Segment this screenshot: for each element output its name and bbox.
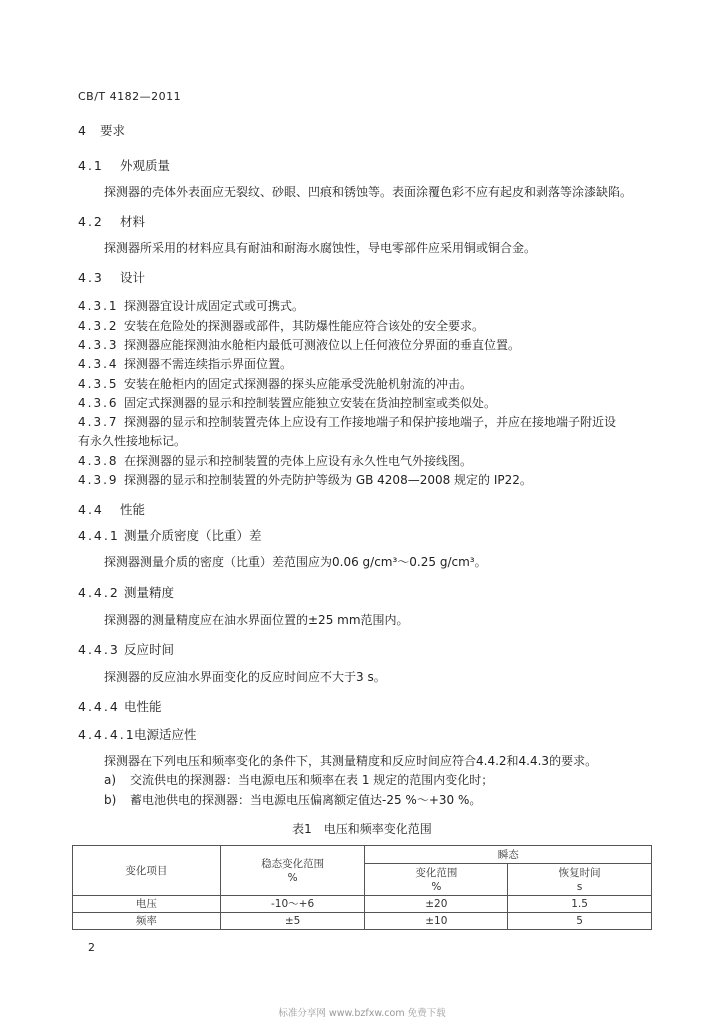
section-4-3-heading (78, 268, 145, 286)
header-recovery-label: 恢复时间 (558, 866, 601, 879)
table-caption: 表1 电压和频率变化范围 (292, 822, 432, 836)
header-range-label: 变化范围 (415, 866, 458, 879)
cell-range: ±20 (365, 896, 508, 913)
section-4-4-4-heading (78, 697, 162, 715)
section-title: 要求 (100, 123, 126, 138)
cell-steady: -10～+6 (220, 896, 365, 913)
section-number: 4.1 (78, 158, 104, 173)
section-4-4-3-body: 探测器的反应油水界面变化的反应时间应不大于3 s。 (104, 670, 386, 684)
section-title: 电源适应性 (134, 727, 197, 742)
list-text: 交流供电的探测器：当电源电压和频率在表 1 规定的范围内变化时； (130, 773, 494, 787)
page-number: 2 (88, 941, 95, 954)
clause-4-3-8 (78, 452, 472, 469)
clause-4-3-7 (78, 413, 616, 430)
clause-text: 探测器的显示和控制装置壳体上应设有工作接地端子和保护接地端子，并应在接地端子附近设 (124, 415, 617, 429)
header-recovery (508, 864, 652, 896)
section-title: 反应时间 (124, 642, 175, 657)
section-title: 外观质量 (120, 158, 171, 173)
footer-watermark: 标准分享网 www.bzfxw.com 免费下载 (278, 1008, 446, 1019)
section-title: 测量介质密度（比重）差 (124, 528, 262, 543)
section-number: 4.3 (78, 270, 104, 285)
section-4-heading (78, 121, 125, 139)
clause-4-3-5 (78, 375, 472, 392)
list-label: b) (104, 793, 117, 807)
clause-number: 4.3.1 (78, 299, 119, 313)
clause-4-3-7-continued: 有永久性接地标记。 (78, 434, 187, 448)
standard-code: CB/T 4182—2011 (78, 90, 182, 103)
table-row (73, 896, 652, 913)
clause-text: 探测器不需连续指示界面位置。 (124, 357, 293, 371)
cell-range: ±10 (365, 913, 508, 930)
section-number: 4 (78, 123, 88, 138)
section-number: 4.4.3 (78, 642, 120, 657)
header-steady-unit: % (287, 871, 298, 884)
clause-4-3-9 (78, 471, 532, 488)
clause-number: 4.3.8 (78, 454, 119, 468)
clause-number: 4.3.7 (78, 415, 119, 429)
clause-number: 4.3.4 (78, 357, 119, 371)
table-row (73, 913, 652, 930)
clause-4-3-3 (78, 336, 520, 353)
section-4-1-heading (78, 156, 170, 174)
clause-number: 4.3.9 (78, 473, 119, 487)
clause-4-3-1 (78, 297, 304, 314)
clause-text: 在探测器的显示和控制装置的壳体上应设有永久性电气外接线图。 (124, 454, 473, 468)
header-range (365, 864, 508, 896)
header-steady-label: 稳态变化范围 (261, 857, 325, 870)
clause-text: 探测器应能探测油水舱柜内最低可测液位以上任何液位分界面的垂直位置。 (124, 338, 521, 352)
cell-recovery: 1.5 (508, 896, 652, 913)
section-4-4-heading (78, 500, 145, 518)
section-4-4-4-1-heading (78, 725, 197, 743)
list-item-b (104, 791, 481, 808)
list-text: 蓄电池供电的探测器：当电源电压偏离额定值达-25 %～+30 %。 (130, 793, 482, 807)
clause-number: 4.3.6 (78, 396, 119, 410)
section-number: 4.4.4.1 (78, 727, 136, 742)
clause-text: 探测器宜设计成固定式或可携式。 (124, 299, 305, 313)
header-steady (220, 846, 365, 896)
cell-item: 电压 (73, 896, 221, 913)
section-4-2-body: 探测器所采用的材料应具有耐油和耐海水腐蚀性，导电零部件应采用铜或铜合金。 (104, 241, 537, 255)
section-title: 电性能 (124, 699, 162, 714)
section-number: 4.4.1 (78, 528, 120, 543)
section-title: 测量精度 (124, 585, 175, 600)
section-title: 设计 (120, 270, 146, 285)
header-transient: 瞬态 (365, 846, 652, 864)
clause-4-3-4 (78, 355, 292, 372)
clause-text: 安装在舱柜内的固定式探测器的探头应能承受洗舱机射流的冲击。 (124, 377, 473, 391)
header-range-unit: % (431, 880, 442, 893)
section-4-4-3-heading (78, 640, 174, 658)
section-title: 性能 (120, 502, 146, 517)
section-4-1-body: 探测器的壳体外表面应无裂纹、砂眼、凹痕和锈蚀等。表面涂覆色彩不应有起皮和剥落等涂漆缺陷。 (104, 185, 633, 199)
header-item: 变化项目 (73, 846, 221, 896)
clause-text: 探测器的显示和控制装置的外壳防护等级为 GB 4208—2008 规定的 IP22。 (124, 473, 532, 487)
section-number: 4.4 (78, 502, 104, 517)
list-label: a) (104, 773, 117, 787)
list-item-a (104, 771, 493, 788)
voltage-frequency-table (72, 845, 652, 930)
section-number: 4.4.2 (78, 585, 120, 600)
header-recovery-unit: s (576, 880, 583, 893)
cell-recovery: 5 (508, 913, 652, 930)
clause-number: 4.3.5 (78, 377, 119, 391)
section-title: 材料 (120, 214, 146, 229)
clause-text: 固定式探测器的显示和控制装置应能独立安装在货油控制室或类似处。 (124, 396, 497, 410)
section-4-4-2-heading (78, 583, 174, 601)
clause-4-3-6 (78, 394, 496, 411)
section-number: 4.2 (78, 214, 104, 229)
cell-item: 频率 (73, 913, 221, 930)
cell-steady: ±5 (220, 913, 365, 930)
section-4-4-4-1-body: 探测器在下列电压和频率变化的条件下，其测量精度和反应时间应符合4.4.2和4.4.3的要求。 (104, 754, 598, 768)
section-4-4-1-heading (78, 526, 262, 544)
section-4-2-heading (78, 212, 145, 230)
section-number: 4.4.4 (78, 699, 120, 714)
clause-text: 安装在危险处的探测器或部件，其防爆性能应符合该处的安全要求。 (124, 319, 485, 333)
clause-number: 4.3.2 (78, 319, 119, 333)
clause-4-3-2 (78, 317, 484, 334)
clause-number: 4.3.3 (78, 338, 119, 352)
section-4-4-2-body: 探测器的测量精度应在油水界面位置的±25 mm范围内。 (104, 613, 409, 627)
section-4-4-1-body: 探测器测量介质的密度（比重）差范围应为0.06 g/cm³～0.25 g/cm³。 (104, 555, 487, 569)
